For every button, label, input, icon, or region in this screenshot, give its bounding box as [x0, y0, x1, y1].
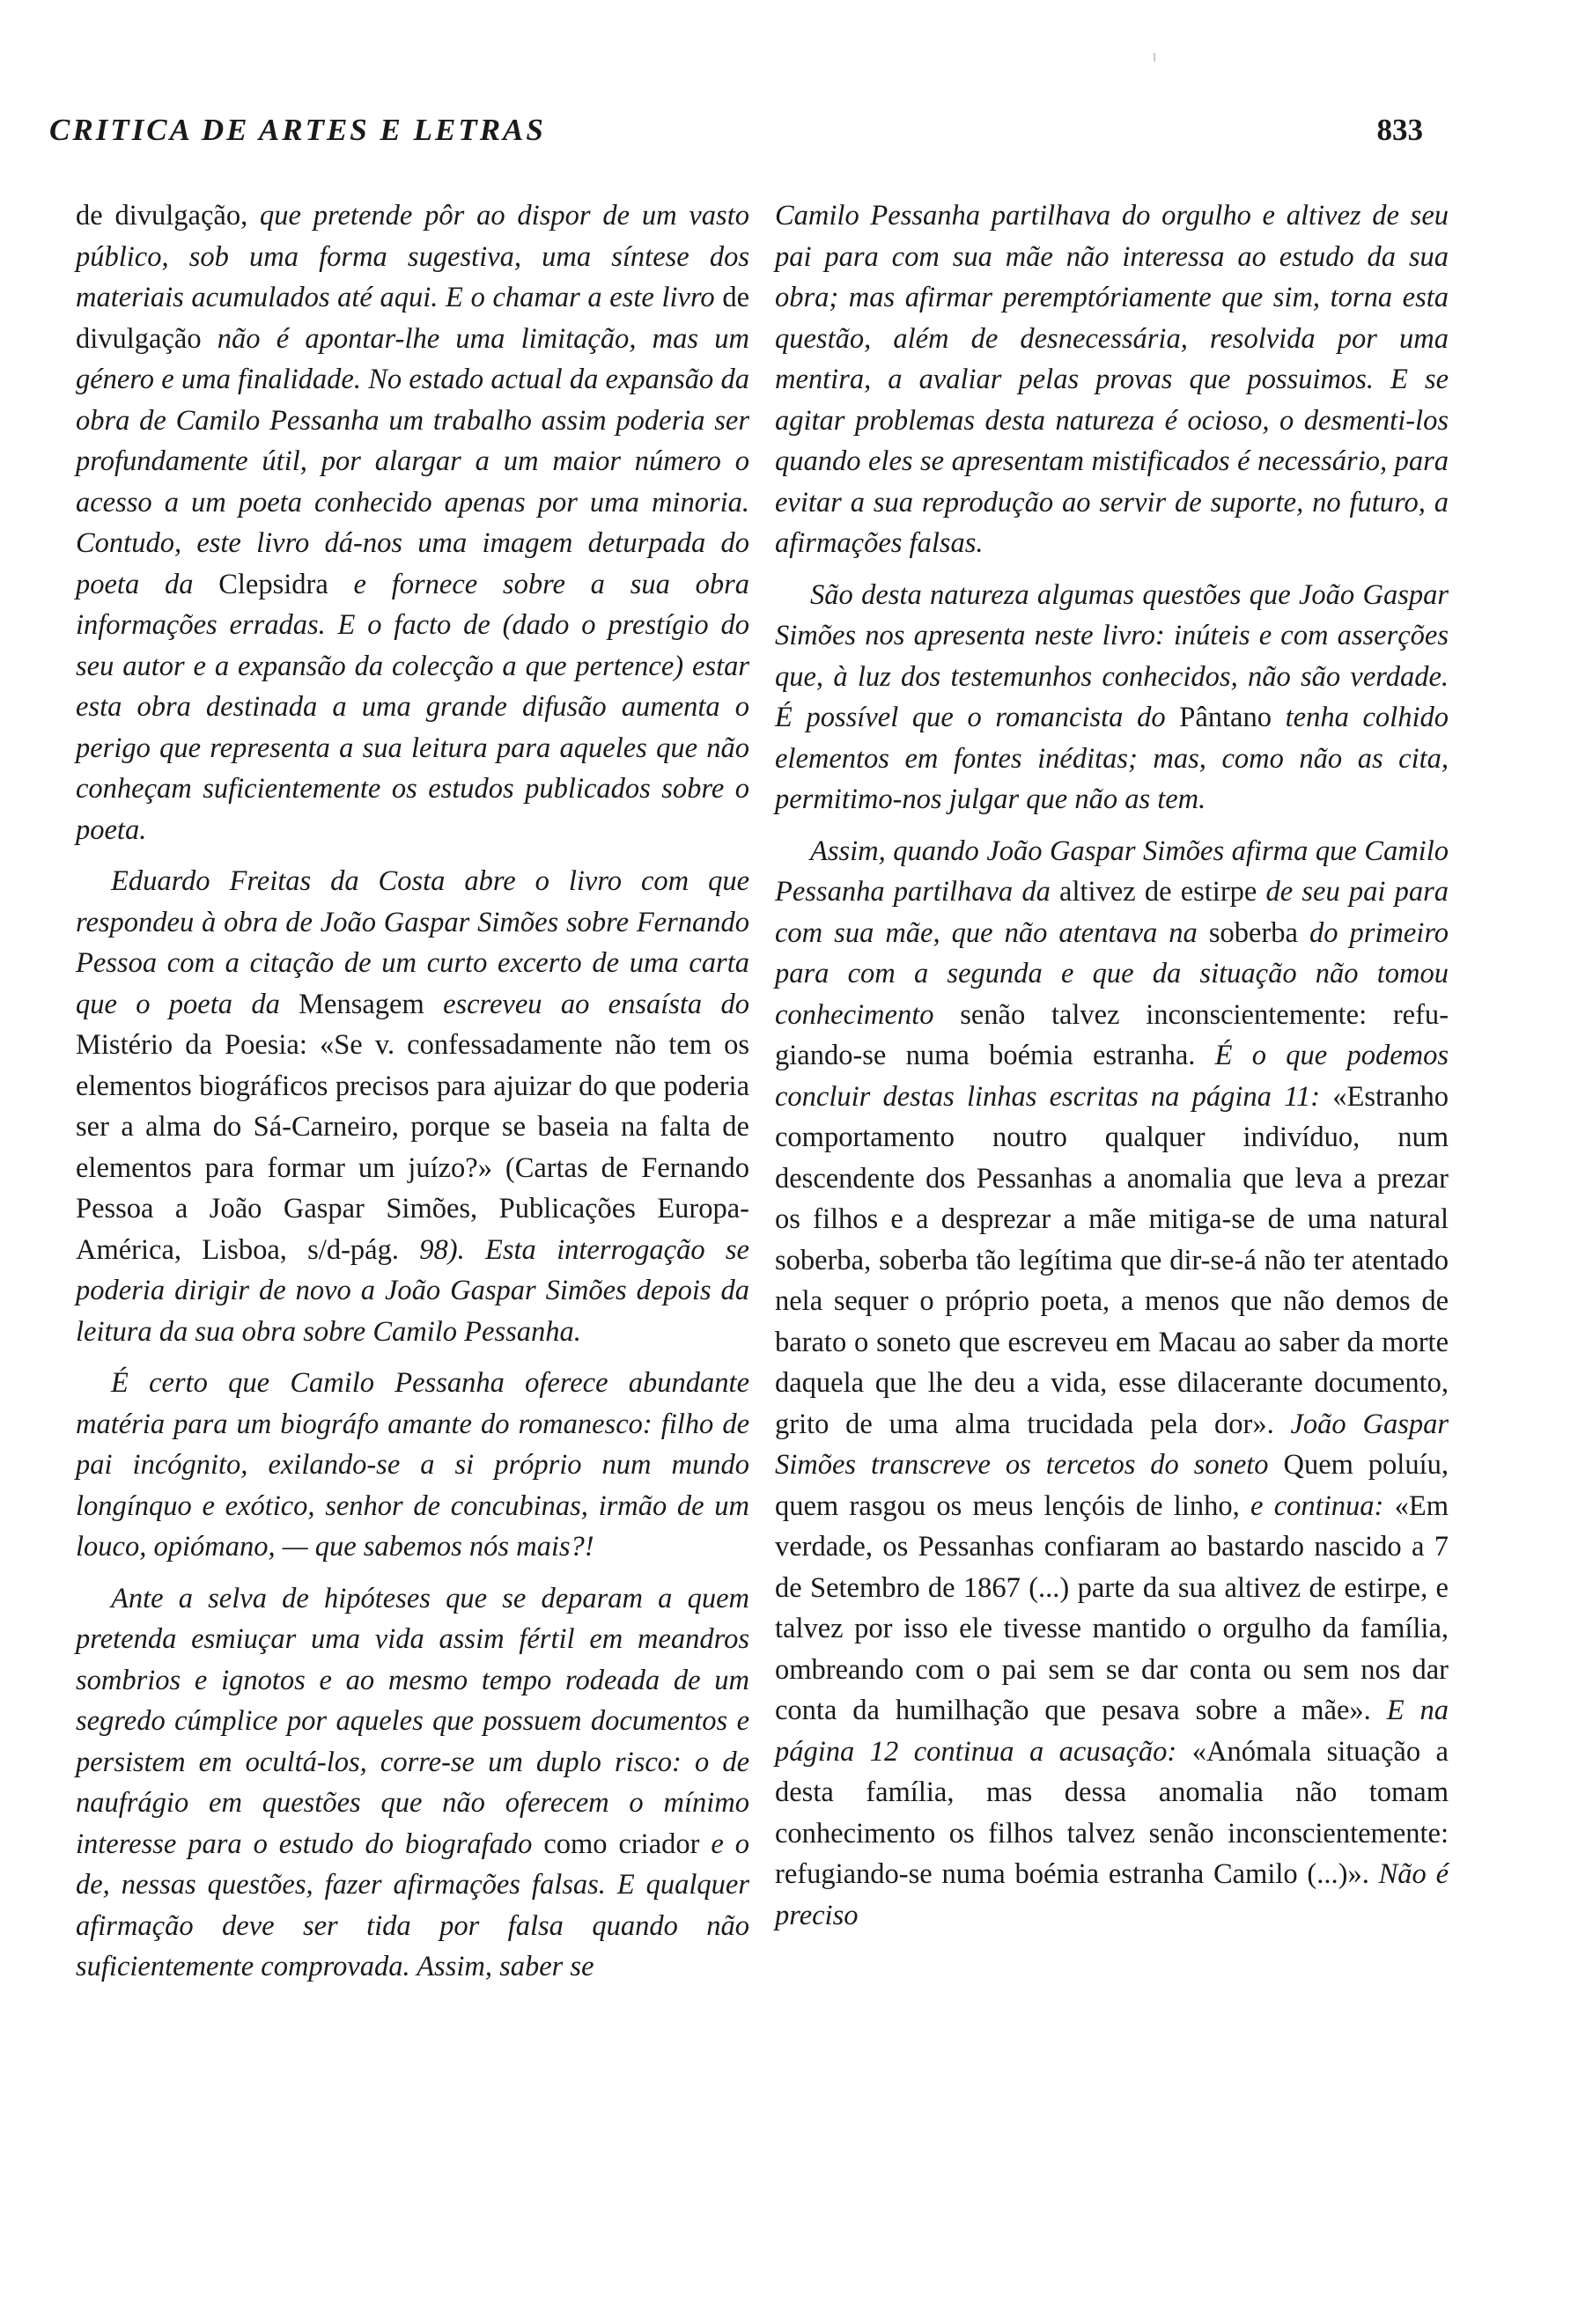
paragraph: [775, 575, 1449, 820]
text-run: Quem poluíu, quem rasgou os meus lençóis de linho,: [775, 1449, 1449, 1522]
text-run: Mistério da Poesia: «Se v. confessadamente não tem os elementos biográficos precisos para ajuizar do que poderia ser a alma do Sá-Carneiro, porque se baseia na falta de elementos para formar um juízo?» (Cartas de Fernando Pessoa a João Gaspar Simões, Publicações Europa-América, Lisboa, s/d-pág.: [76, 1029, 749, 1266]
text-run: de divulgação,: [76, 200, 261, 232]
text-run: de divulgação: [76, 282, 749, 355]
text-run: como criador: [543, 1828, 712, 1860]
text-run: que pretende pôr ao dispor de um vasto público, sob uma forma sugestiva, uma síntese dos materiais acumulados até aqui. E o chamar a este livro: [76, 200, 749, 313]
text-run: Clepsidra: [218, 568, 354, 600]
text-run: do primeiro para com a segunda e que da situação não tomou conhecimento: [775, 916, 1449, 1031]
paragraph: [76, 1578, 749, 1988]
text-run: Camilo Pessanha partilhava do orgulho e altivez de seu pai para com sua mãe não interessa ao estudo da sua obra; mas afirmar peremptóriamente que sim, torna esta questão, além de desnecessária, resolvida por uma mentira, a avaliar pelas provas que possuimos. E se agitar problemas desta natureza é ocioso, o desmenti-los quando eles se apresentam mistificados é necessário, para evitar a sua reprodução ao servir de suporte, no futuro, a afirmações falsas.: [775, 200, 1449, 559]
text-run: Pântano: [1179, 702, 1286, 733]
paragraph: [76, 195, 749, 850]
text-run: Assim, quando João Gaspar Simões afirma que Camilo Pessanha partilhava da: [775, 835, 1449, 908]
text-run: Eduardo Freitas da Costa abre o livro com que respondeu à obra de João Gaspar Simões sobre Fernando Pessoa com a citação de um curto excerto de uma carta que o poeta da: [76, 865, 749, 1020]
right-column: [775, 195, 1449, 1946]
text-run: 98). Esta interrogação se poderia dirigir de novo a João Gaspar Simões depois da leitura da sua obra sobre Camilo Pessanha.: [76, 1233, 749, 1348]
text-run: São desta natureza algumas questões que João Gaspar Simões nos apresenta neste livro: inúteis e com asserções que, à luz dos testemunhos conhecidos, não são verdade. É possível que o romancista do: [775, 578, 1449, 733]
text-run: e fornece sobre a sua obra informações erradas. E o facto de (dado o prestígio do seu autor e a expansão da colecção a que pertence) estar esta obra destinada a uma grande difusão aumenta o perigo que representa a sua leitura para aqueles que não conheçam suficientemente os estudos publicados sobre o poeta.: [76, 568, 749, 846]
text-run: altivez de estirpe: [1059, 876, 1266, 908]
text-run: tenha colhido elementos em fontes inéditas; mas, como não as cita, permitimo-nos julgar que não as tem.: [775, 702, 1449, 815]
text-run: e continua:: [1250, 1489, 1395, 1522]
text-run: João Gaspar Simões transcreve os tercetos do soneto: [775, 1408, 1449, 1481]
text-run: «Estranho comportamento noutro qualquer indivíduo, num descendente dos Pessanhas a anomalia que leva a prezar os filhos e a desprezar a mãe mitiga-se de uma natural soberba, soberba tão legítima que dir-se-á não ter atentado nela sequer o próprio poeta, a menos que não demos de barato o soneto que escreveu em Macau ao saber da morte daquela que lhe deu a vida, esse dilacerante documento, grito de uma alma trucidada pela dor».: [775, 1080, 1449, 1440]
paragraph: [76, 861, 749, 1352]
left-column: [76, 195, 749, 1998]
text-run: Ante a selva de hipóteses que se deparam a quem pretenda esmiuçar uma vida assim fértil em meandros sombrios e ignotos e ao mesmo tempo rodeada de um segredo cúmplice por aqueles que possuem documentos e persistem em ocultá-los, corre-se um duplo risco: o de naufrágio em questões que não oferecem o mínimo interesse para o estudo do biografado: [76, 1582, 749, 1860]
paragraph: [775, 831, 1449, 1937]
scan-mark: [1154, 53, 1155, 62]
text-run: «Em verdade, os Pessanhas confiaram ao bastardo nascido a 7 de Setembro de 1867 (...) parte da sua altivez de estirpe, e talvez por isso ele tivesse mantido o orgulho da família, ombreando com o pai sem se dar conta ou sem nos dar conta da humilhação que pesava sobre a mãe».: [775, 1489, 1449, 1726]
text-run: E na página 12 continua a acusação:: [775, 1695, 1449, 1768]
text-run: soberba: [1208, 916, 1309, 949]
paragraph: [76, 1363, 749, 1568]
text-run: Mensagem: [299, 988, 444, 1020]
running-header: [49, 113, 1423, 157]
text-run: de seu pai para com sua mãe, que não atentava na: [775, 876, 1449, 949]
text-run: e o de, nessas questões, fazer afirmações falsas. E qualquer afirmação deve ser tida por falsa quando não suficientemente comprovada. Assim, saber se: [76, 1828, 749, 1982]
text-run: É certo que Camilo Pessanha oferece abundante matéria para um biográfo amante do romanesco: filho de pai incógnito, exilando-se a si próprio num mundo longínquo e exótico, senhor de concubinas, irmão de um louco, opiómano, — que sabemos nós mais?!: [76, 1367, 749, 1563]
text-run: escreveu ao ensaísta do: [443, 988, 749, 1020]
text-run: «Anómala situação a desta família, mas dessa anomalia não tomam conhecimento os filhos talvez senão inconscientemente: refugiando-se numa boémia estranha Camilo (...)».: [775, 1735, 1449, 1890]
text-run: senão talvez inconscientemente: refugiando-se numa boémia estranha.: [775, 998, 1449, 1071]
text-run: Não é preciso: [775, 1858, 1449, 1931]
text-run: não é apontar-lhe uma limitação, mas um género e uma finalidade. No estado actual da expansão da obra de Camilo Pessanha um trabalho assim poderia ser profundamente útil, por alargar a um maior número o acesso a um poeta conhecido apenas por uma minoria. Contudo, este livro dá-nos uma imagem deturpada do poeta da: [76, 322, 749, 600]
paragraph: [775, 195, 1449, 564]
text-run: É o que podemos concluir destas linhas escritas na página 11:: [775, 1040, 1449, 1113]
page-number: 833: [1376, 113, 1423, 147]
running-title: CRITICA DE ARTES E LETRAS: [49, 113, 546, 147]
